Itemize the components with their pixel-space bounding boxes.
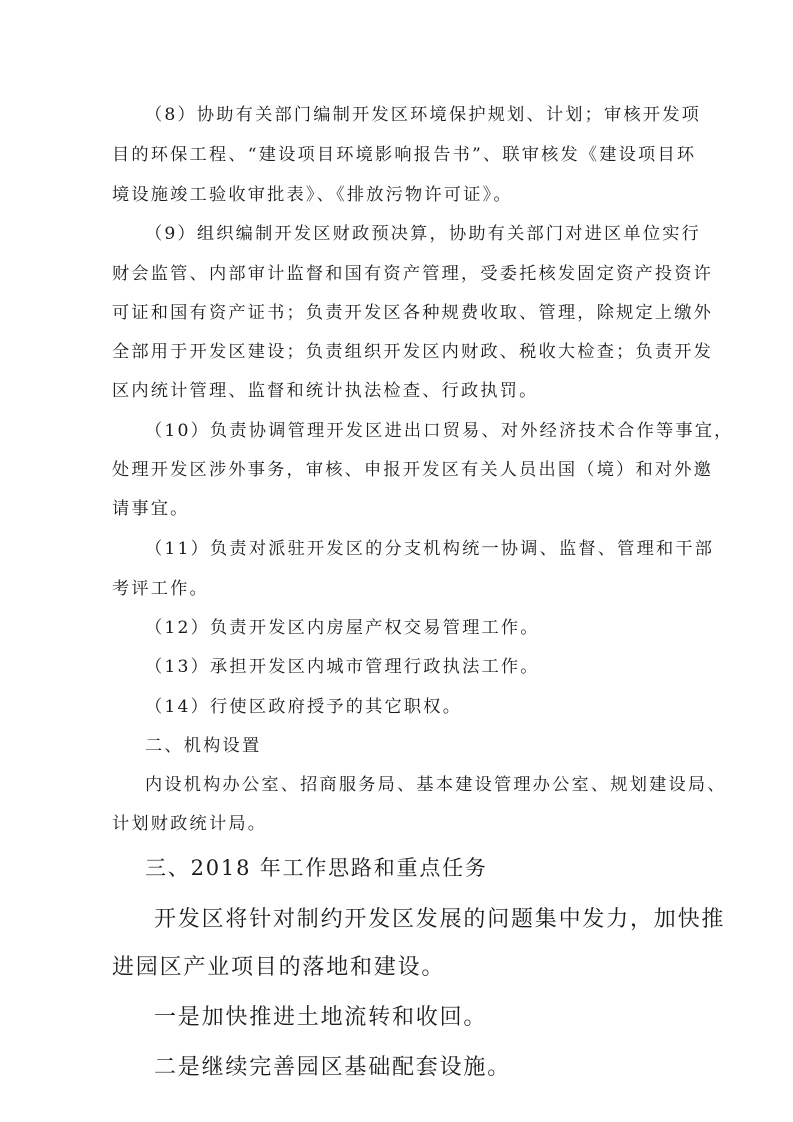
text-line: 请事宜。	[112, 499, 190, 519]
text-line: 一是加快推进土地流转和收回。	[154, 1005, 488, 1030]
section-heading: 三、2018 年工作思路和重点任务	[145, 856, 488, 880]
text-line: 境设施竣工验收审批表》、《排放污物许可证》。	[112, 185, 513, 205]
text-line: 区内统计管理、监督和统计执法检查、行政执罚。	[112, 381, 539, 401]
text-line: （13）承担开发区内城市管理行政执法工作。	[145, 657, 540, 677]
text-line: （12）负责开发区内房屋产权交易管理工作。	[145, 618, 540, 638]
text-line: （8）协助有关部门编制开发区环境保护规划、计划；审核开发项	[145, 105, 701, 125]
text-line: 全部用于开发区建设；负责组织开发区内财政、税收大检查；负责开发	[112, 342, 714, 362]
text-line: 考评工作。	[112, 579, 209, 599]
text-line: 可证和国有资产证书；负责开发区各种规费收取、管理，除规定上缴外	[112, 303, 714, 323]
text-line: 进园区产业项目的落地和建设。	[112, 955, 446, 980]
text-line: （9）组织编制开发区财政预决算，协助有关部门对进区单位实行	[145, 224, 701, 244]
text-line: （14）行使区政府授予的其它职权。	[145, 697, 463, 717]
text-line: 目的环保工程、“建设项目环境影响报告书”、联审核发《建设项目环	[112, 145, 697, 165]
text-line: （10）负责协调管理开发区进出口贸易、对外经济技术合作等事宜，	[145, 421, 734, 441]
text-line: 财会监管、内部审计监督和国有资产管理，受委托核发固定资产投资许	[112, 264, 714, 284]
text-line: 二是继续完善园区基础配套设施。	[154, 1055, 512, 1080]
text-line: （11）负责对派驻开发区的分支机构统一协调、监督、管理和干部	[145, 539, 715, 559]
text-line: 内设机构办公室、招商服务局、基本建设管理办公室、规划建设局、	[145, 775, 727, 795]
text-line: 开发区将针对制约开发区发展的问题集中发力，加快推	[154, 907, 726, 932]
text-line: 处理开发区涉外事务，审核、申报开发区有关人员出国（境）和对外邀	[112, 460, 714, 480]
text-line: 计划财政统计局。	[112, 814, 268, 834]
section-heading: 二、机构设置	[145, 736, 262, 756]
